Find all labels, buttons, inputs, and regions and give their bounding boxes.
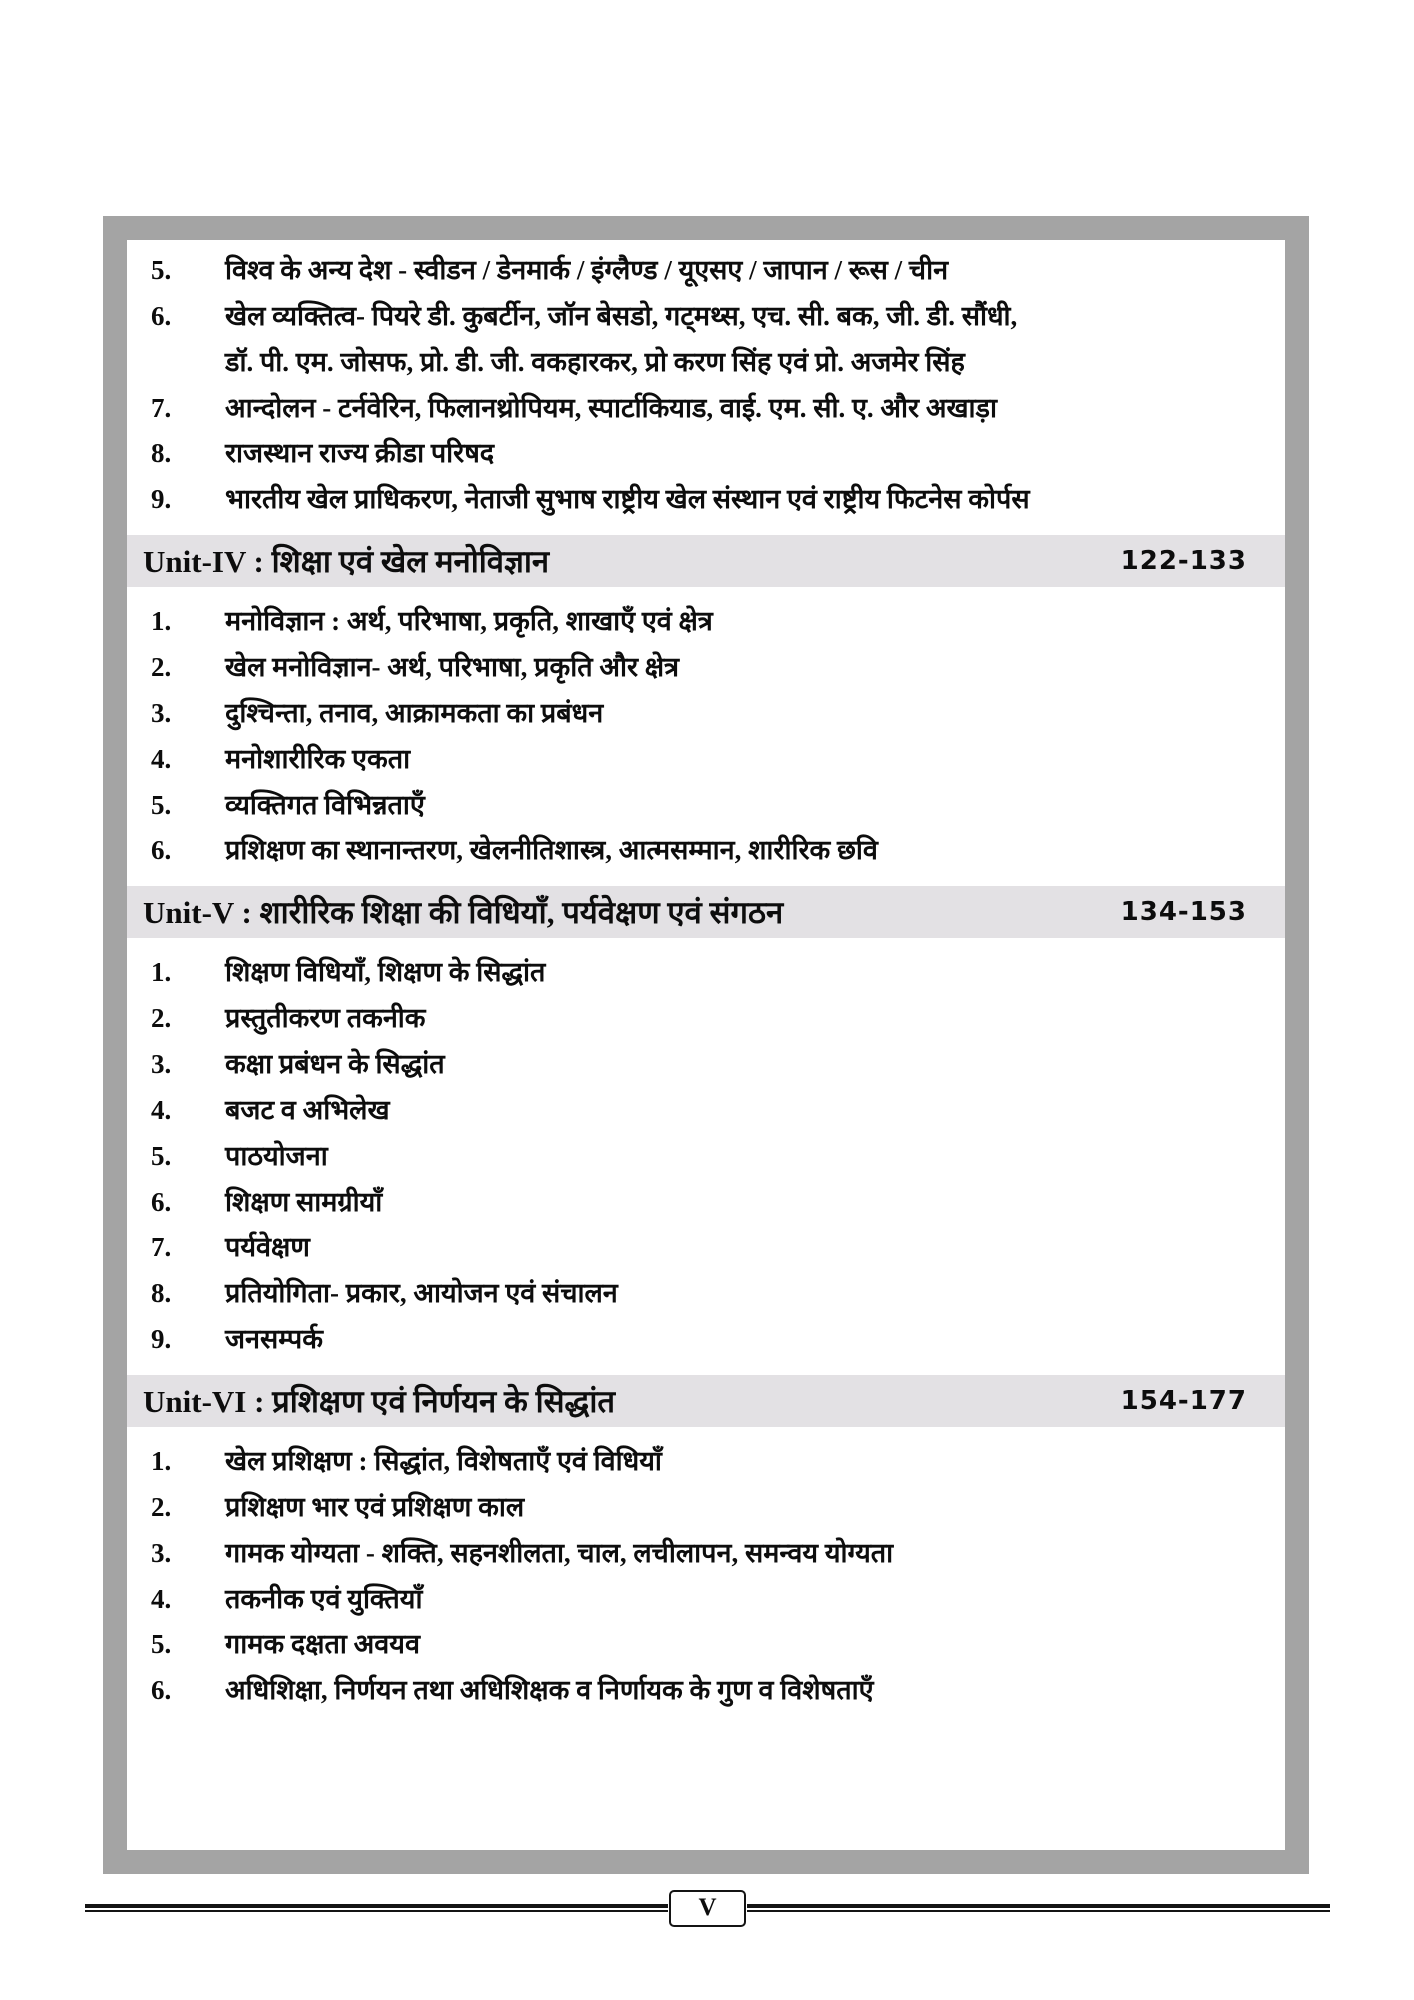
item-number: 7.	[151, 392, 172, 423]
item-text: प्रशिक्षण का स्थानान्तरण, खेलनीतिशास्त्र, आत्मसम्मान, शारीरिक छवि	[225, 835, 878, 866]
item-text: राजस्थान राज्य क्रीडा परिषद	[225, 438, 495, 469]
unit-heading: Unit-V : शारीरिक शिक्षा की विधियाँ, पर्यवेक्षण एवं संगठन	[143, 895, 784, 931]
item-number: 5.	[151, 1629, 172, 1660]
item-text: बजट व अभिलेख	[225, 1094, 390, 1125]
toc-item	[127, 1134, 1285, 1180]
item-text: प्रतियोगिता- प्रकार, आयोजन एवं संचालन	[225, 1278, 618, 1309]
toc-item	[127, 294, 1285, 340]
toc-content	[127, 240, 1285, 1850]
toc-item	[127, 1180, 1285, 1226]
item-text: शिक्षण विधियाँ, शिक्षण के सिद्धांत	[225, 957, 546, 988]
item-number: 9.	[151, 484, 172, 515]
item-number: 5.	[151, 789, 172, 820]
toc-item	[127, 737, 1285, 783]
item-number: 5.	[151, 255, 172, 285]
item-text: खेल व्यक्तित्व- पियरे डी. कुबर्टीन, जॉन बेसडो, गट्मथ्स, एच. सी. बक, जी. डी. सौंधी,	[225, 300, 1018, 331]
item-number: 6.	[151, 1186, 172, 1217]
toc-item	[127, 1317, 1285, 1363]
toc-item	[127, 828, 1285, 874]
item-number: 2.	[151, 1491, 172, 1522]
item-text: व्यक्तिगत विभिन्नताएँ	[225, 789, 425, 820]
toc-item	[127, 1271, 1285, 1317]
page-footer	[85, 1890, 1330, 1927]
item-number: 8.	[151, 1278, 172, 1309]
footer-rule-right	[747, 1904, 1330, 1912]
item-number: 1.	[151, 1446, 172, 1477]
toc-item	[127, 1042, 1285, 1088]
item-number: 7.	[151, 1232, 172, 1263]
toc-item	[127, 477, 1285, 523]
item-number: 3.	[151, 1049, 172, 1080]
item-text: गामक योग्यता - शक्ति, सहनशीलता, चाल, लचीलापन, समन्वय योग्यता	[225, 1537, 894, 1568]
item-text: जनसम्पर्क	[225, 1324, 323, 1355]
item-text: डॉ. पी. एम. जोसफ, प्रो. डी. जी. वकहारकर, प्रो करण सिंह एवं प्रो. अजमेर सिंह	[225, 346, 965, 377]
unit-heading: Unit-IV : शिक्षा एवं खेल मनोविज्ञान	[143, 544, 550, 580]
toc-item	[127, 1531, 1285, 1577]
toc-item	[127, 1225, 1285, 1271]
item-number: 3.	[151, 697, 172, 728]
unit-page-range: 134-153	[1120, 897, 1247, 928]
item-text: पर्यवेक्षण	[225, 1232, 310, 1263]
unit-header-bar	[127, 535, 1285, 587]
item-text: खेल प्रशिक्षण : सिद्धांत, विशेषताएँ एवं विधियाँ	[225, 1446, 662, 1477]
item-text: विश्व के अन्य देश - स्वीडन / डेनमार्क / इंग्लैण्ड / यूएसए / जापान / रूस / चीन	[225, 255, 949, 285]
item-text: पाठयोजना	[225, 1140, 328, 1171]
toc-item	[127, 645, 1285, 691]
toc-item	[127, 599, 1285, 645]
item-number: 6.	[151, 835, 172, 866]
toc-item	[127, 1577, 1285, 1623]
item-text: मनोविज्ञान : अर्थ, परिभाषा, प्रकृति, शाखाएँ एवं क्षेत्र	[225, 606, 713, 637]
item-number: 2.	[151, 652, 172, 683]
toc-item	[127, 950, 1285, 996]
item-text: गामक दक्षता अवयव	[225, 1629, 420, 1660]
page-border-frame	[103, 216, 1309, 1874]
unit-heading: Unit-VI : प्रशिक्षण एवं निर्णयन के सिद्धांत	[143, 1384, 616, 1420]
item-text: आन्दोलन - टर्नवेरिन, फिलानथ्रोपियम, स्पार्टाकियाड, वाई. एम. सी. ए. और अखाड़ा	[225, 392, 997, 423]
item-text: प्रशिक्षण भार एवं प्रशिक्षण काल	[225, 1491, 525, 1522]
item-number: 5.	[151, 1140, 172, 1171]
item-text: मनोशारीरिक एकता	[225, 743, 411, 774]
item-text: प्रस्तुतीकरण तकनीक	[225, 1003, 426, 1034]
footer-page-number: V	[669, 1890, 745, 1927]
toc-item	[127, 248, 1285, 294]
item-text: शिक्षण सामग्रीयाँ	[225, 1186, 383, 1217]
item-number: 4.	[151, 1583, 172, 1614]
item-number: 6.	[151, 1675, 172, 1706]
toc-item	[127, 431, 1285, 477]
item-text: अधिशिक्षा, निर्णयन तथा अधिशिक्षक व निर्णायक के गुण व विशेषताएँ	[225, 1675, 874, 1706]
toc-item	[127, 783, 1285, 829]
item-text: खेल मनोविज्ञान- अर्थ, परिभाषा, प्रकृति और क्षेत्र	[225, 652, 680, 683]
unit-page-range: 122-133	[1120, 546, 1247, 577]
toc-item	[127, 386, 1285, 432]
toc-item	[127, 1439, 1285, 1485]
item-text: भारतीय खेल प्राधिकरण, नेताजी सुभाष राष्ट्रीय खेल संस्थान एवं राष्ट्रीय फिटनेस कोर्पस	[225, 484, 1030, 515]
toc-item	[127, 1485, 1285, 1531]
toc-item	[127, 691, 1285, 737]
toc-item-continuation	[127, 340, 1285, 386]
toc-item	[127, 996, 1285, 1042]
item-number: 4.	[151, 1094, 172, 1125]
item-number: 1.	[151, 957, 172, 988]
item-text: दुश्चिन्ता, तनाव, आक्रामकता का प्रबंधन	[225, 697, 604, 728]
item-number: 3.	[151, 1537, 172, 1568]
item-number: 6.	[151, 300, 172, 331]
item-number: 2.	[151, 1003, 172, 1034]
unit-header-bar	[127, 886, 1285, 938]
item-number: 4.	[151, 743, 172, 774]
unit-page-range: 154-177	[1120, 1386, 1247, 1417]
item-text: तकनीक एवं युक्तियाँ	[225, 1583, 423, 1614]
footer-rule-left	[85, 1904, 668, 1912]
toc-item	[127, 1668, 1285, 1714]
unit-header-bar	[127, 1375, 1285, 1427]
toc-item	[127, 1088, 1285, 1134]
item-number: 9.	[151, 1324, 172, 1355]
item-number: 1.	[151, 606, 172, 637]
item-text: कक्षा प्रबंधन के सिद्धांत	[225, 1049, 445, 1080]
item-number: 8.	[151, 438, 172, 469]
toc-item	[127, 1622, 1285, 1668]
